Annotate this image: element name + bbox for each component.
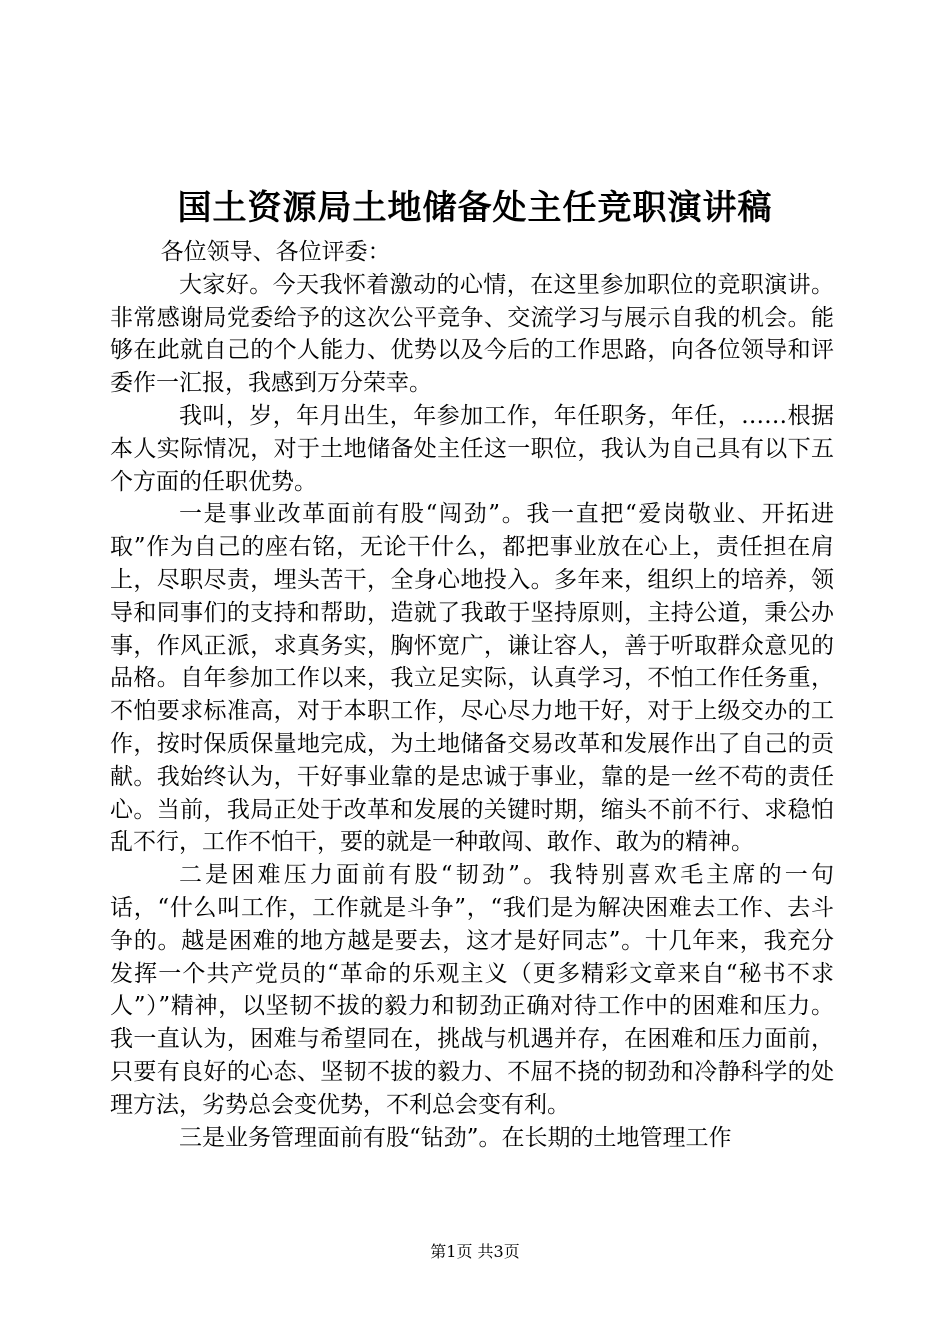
advantage-two-paragraph: 二是困难压力面前有股“韧劲”。我特别喜欢毛主席的一句话，“什么叫工作，工作就是斗争”，“我们是为解决困难去工作、去斗争的。越是困难的地方越是要去，这才是好同志”。十几年来，我充分发挥一个共产党员的“革命的乐观主义（更多精彩文章来自“秘书不求人”）”精神，以坚韧不拔的毅力和韧劲正确对待工作中的困难和压力。我一直认为，困难与希望同在，挑战与机遇并存，在困难和压力面前，只要有良好的心态、坚韧不拔的毅力、不屈不挠的韧劲和冷静科学的处理方法，劣势总会变优势，不利总会变有利。 — [110, 862, 834, 1118]
page-footer: 第1页 共3页 — [430, 1242, 520, 1261]
document-body — [110, 236, 834, 1154]
advantage-one-paragraph: 一是事业改革面前有股“闯劲”。我一直把“爱岗敬业、开拓进取”作为自己的座右铭，无论干什么，都把事业放在心上，责任担在肩上，尽职尽责，埋头苦干，全身心地投入。多年来，组织上的培养，领导和同事们的支持和帮助，造就了我敢于坚持原则，主持公道，秉公办事，作风正派，求真务实，胸怀宽广，谦让容人，善于听取群众意见的品格。自年参加工作以来，我立足实际，认真学习，不怕工作任务重，不怕要求标准高，对于本职工作，尽心尽力地干好，对于上级交办的工作，按时保质保量地完成，为土地储备交易改革和发展作出了自己的贡献。我始终认为，干好事业靠的是忠诚于事业，靠的是一丝不苟的责任心。当前，我局正处于改革和发展的关键时期，缩头不前不行、求稳怕乱不行，工作不怕干，要的就是一种敢闯、敢作、敢为的精神。 — [110, 501, 834, 856]
greeting-paragraph: 大家好。今天我怀着激动的心情，在这里参加职位的竞职演讲。非常感谢局党委给予的这次公平竞争、交流学习与展示自我的机会。能够在此就自己的个人能力、优势以及今后的工作思路，向各位领导和评委作一汇报，我感到万分荣幸。 — [110, 271, 834, 397]
advantage-three-paragraph: 三是业务管理面前有股“钻劲”。在长期的土地管理工作 — [179, 1124, 732, 1151]
introduction-paragraph: 我叫，岁，年月出生，年参加工作，年任职务，年任，……根据本人实际情况，对于土地储备处主任这一职位，我认为自己具有以下五个方面的任职优势。 — [110, 402, 834, 495]
salutation-paragraph: 各位领导、各位评委： — [160, 239, 391, 265]
document-title: 国土资源局土地储备处主任竞职演讲稿 — [177, 188, 773, 228]
